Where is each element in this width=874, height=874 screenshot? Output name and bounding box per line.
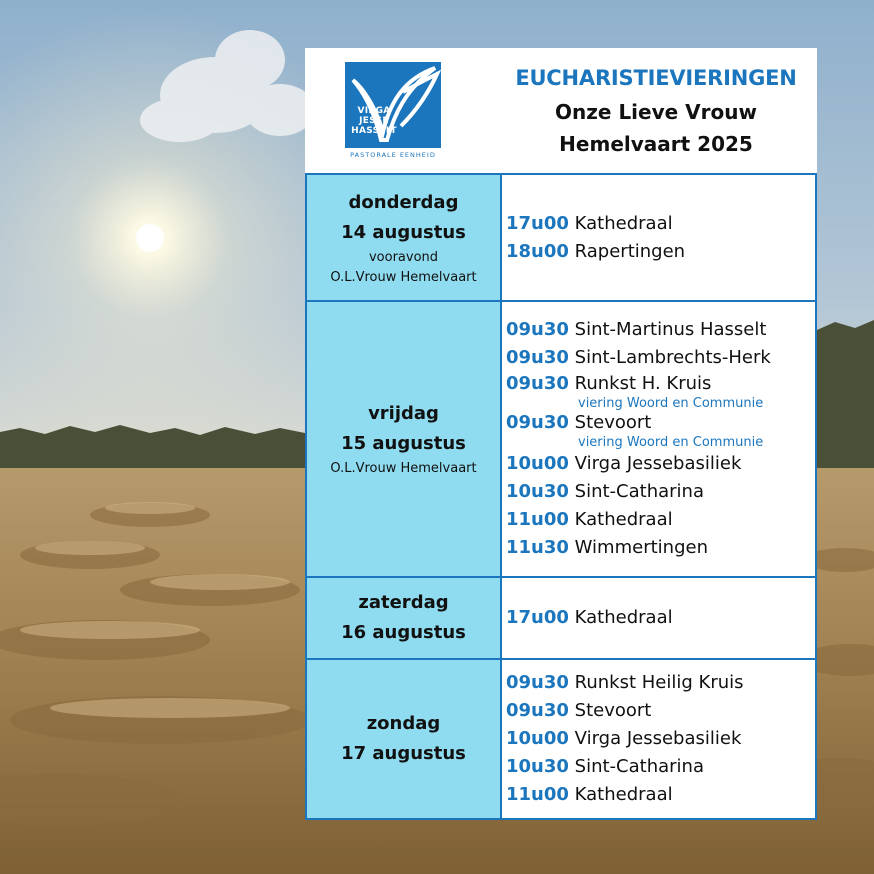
event (506, 316, 815, 344)
event-time: 09u30 (506, 373, 569, 394)
event-place: Rapertingen (574, 240, 686, 262)
event-place: Kathedraal (574, 607, 673, 628)
event-place: Kathedraal (574, 509, 673, 530)
day-date: 16 augustus (341, 622, 466, 643)
subtitle-line1: Onze Lieve Vrouw (555, 100, 757, 124)
event-place: Runkst H. Kruis (574, 373, 712, 394)
card-header (305, 48, 817, 173)
times-cell (501, 301, 816, 577)
logo-line1: VIRGA (357, 106, 391, 116)
logo-line2: JESSE (359, 116, 389, 126)
times-cell (501, 577, 816, 659)
event-place: Virga Jessebasiliek (574, 453, 742, 474)
event-time: 18u00 (506, 240, 569, 262)
event-place: Sint-Martinus Hasselt (574, 319, 767, 340)
day-cell (306, 577, 501, 659)
event-place: Sint-Lambrechts-Herk (574, 347, 771, 368)
day-cell (306, 301, 501, 577)
logo-line3: HASSELT (351, 126, 397, 136)
event-time: 11u00 (506, 784, 569, 805)
event-place: Stevoort (574, 412, 652, 433)
times-cell (501, 174, 816, 301)
event-time: 17u00 (506, 212, 569, 234)
event (506, 753, 815, 781)
event-time: 10u30 (506, 756, 569, 777)
event-note: viering Woord en Communie (578, 435, 764, 450)
event (506, 372, 815, 396)
event-time: 09u30 (506, 347, 569, 368)
event (506, 669, 815, 697)
event (506, 604, 815, 632)
day-date: 15 augustus (341, 433, 466, 454)
times-cell (501, 659, 816, 819)
day-name: vrijdag (368, 403, 439, 424)
day-note: O.L.Vrouw Hemelvaart (330, 269, 477, 285)
schedule-row (306, 577, 816, 659)
event-place: Sint-Catharina (574, 756, 704, 777)
event-time: 09u30 (506, 412, 569, 433)
event-time: 09u30 (506, 700, 569, 721)
day-cell (306, 659, 501, 819)
event-time: 10u00 (506, 728, 569, 749)
subtitle-line2: Hemelvaart 2025 (559, 132, 753, 156)
event (506, 506, 815, 534)
event-place: Stevoort (574, 700, 652, 721)
schedule-row (306, 659, 816, 819)
event-time: 10u00 (506, 453, 569, 474)
event-note: viering Woord en Communie (578, 396, 764, 411)
page-title: EUCHARISTIEVIERINGEN (515, 66, 797, 90)
day-cell (306, 174, 501, 301)
day-note: O.L.Vrouw Hemelvaart (330, 461, 477, 476)
day-name: donderdag (348, 191, 459, 213)
event (506, 478, 815, 506)
event-time: 17u00 (506, 607, 569, 628)
event (506, 697, 815, 725)
event (506, 725, 815, 753)
event-place: Kathedraal (574, 212, 673, 234)
event-place: Sint-Catharina (574, 481, 704, 502)
day-date: 17 augustus (341, 743, 466, 764)
event-time: 11u30 (506, 537, 569, 558)
event-time: 10u30 (506, 481, 569, 502)
day-date: 14 augustus (341, 221, 466, 243)
schedule-row (306, 174, 816, 301)
event-place: Kathedraal (574, 784, 673, 805)
event-place: Virga Jessebasiliek (574, 728, 742, 749)
event-place: Runkst Heilig Kruis (574, 672, 744, 693)
logo-box (345, 62, 441, 148)
day-name: zaterdag (358, 592, 449, 613)
schedule-card (305, 48, 817, 818)
event-place: Wimmertingen (574, 537, 708, 558)
event (506, 781, 815, 809)
schedule-table (305, 173, 817, 820)
event (506, 411, 815, 435)
event-time: 11u00 (506, 509, 569, 530)
schedule-row (306, 301, 816, 577)
day-name: zondag (366, 713, 441, 734)
parish-logo (345, 62, 441, 159)
day-note: vooravond (368, 249, 439, 265)
event-time: 09u30 (506, 319, 569, 340)
event-time: 09u30 (506, 672, 569, 693)
event (506, 238, 815, 266)
logo-subtitle: PASTORALE EENHEID (350, 151, 436, 159)
event (506, 210, 815, 238)
event (506, 534, 815, 562)
event (506, 450, 815, 478)
event (506, 344, 815, 372)
